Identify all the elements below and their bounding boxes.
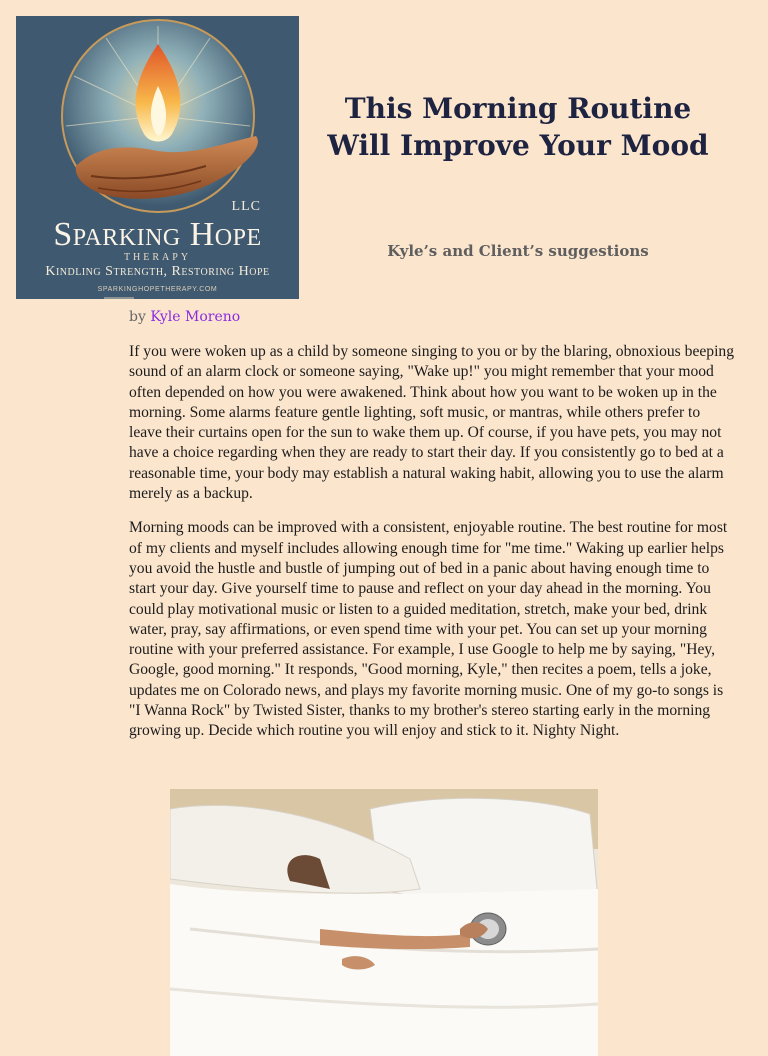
article-subtitle: Kyle’s and Client’s suggestions	[387, 242, 649, 260]
author-link[interactable]: Kyle Moreno	[150, 309, 241, 325]
bed-alarm-photo	[170, 789, 598, 1056]
logo-therapy: THERAPY	[123, 252, 192, 263]
article-paragraph: If you were woken up as a child by someone singing to you or by the blaring, obnoxious beeping sound of an alarm clock or someone saying, "Wake up!" you might remember that your mood often depended on how you were awakened. Think about how you want to be woken up in the morning. Some alarms feature gentle lighting, soft music, or mantras, while others prefer to leave their curtains open for the sun to wake them up. Of course, if you have pets, you may not have a choice regarding when they are ready to start their day. If you consistently go to bed at a reasonable time, your body may establish a natural waking habit, allowing you to use the alarm merely as a backup.	[129, 343, 735, 503]
byline-prefix: by	[129, 309, 146, 325]
logo-brand-name: Sparking Hope	[53, 216, 262, 253]
article-title: This Morning Routine Will Improve Your Mood	[327, 92, 709, 162]
article-body	[129, 342, 734, 756]
company-logo	[16, 16, 299, 299]
byline	[129, 309, 240, 325]
article-paragraph: Morning moods can be improved with a consistent, enjoyable routine. The best routine for most of my clients and myself includes allowing enough time for "me time." Waking up earlier helps you avoid the hustle and bustle of jumping out of bed in a panic about having enough time to start your day. Give yourself time to pause and reflect on your day ahead in the morning. You could play motivational music or listen to a guided meditation, stretch, make your bed, drink water, pray, say affirmations, or even spend time with your pet. You can set up your morning routine with your preferred assistance. For example, I use Google to help me by saying, "Hey, Google, good morning." It responds, "Good morning, Kyle," then recites a poem, tells a joke, updates me on Colorado news, and plays my favorite morning music. One of my go-to songs is "I Wanna Rock" by Twisted Sister, thanks to my brother's stereo starting early in the morning growing up. Decide which routine you will enjoy and stick to it. Nighty Night.	[129, 519, 728, 740]
logo-llc: LLC	[231, 199, 261, 214]
logo-tagline: Kindling Strength, Restoring Hope	[45, 264, 270, 279]
logo-url: SPARKINGHOPETHERAPY.COM	[97, 286, 218, 293]
bed-alarm-illustration	[170, 789, 598, 1056]
